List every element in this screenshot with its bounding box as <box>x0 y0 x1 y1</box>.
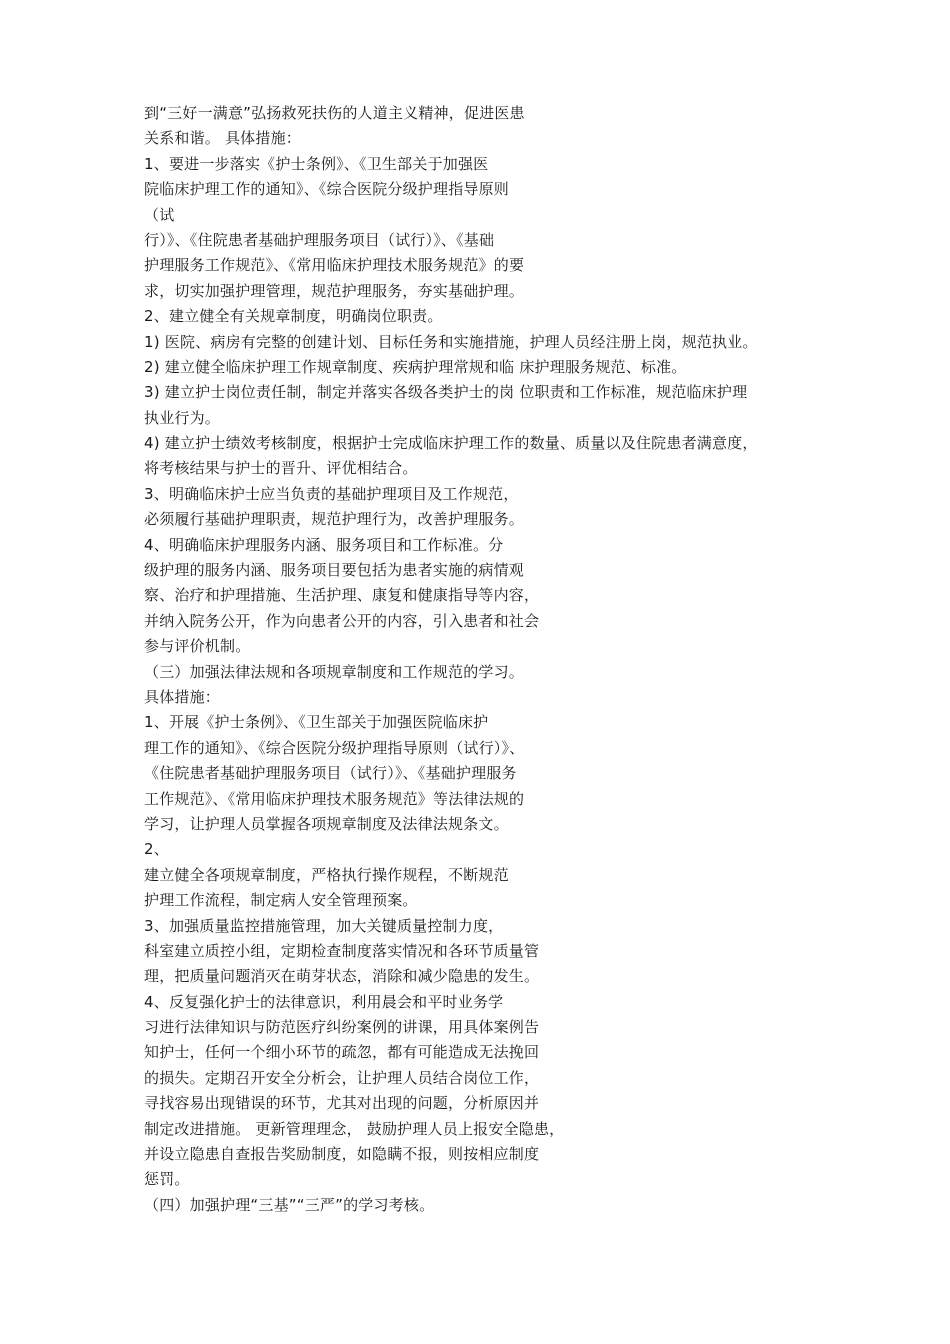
text-line: 具体措施： <box>144 687 221 706</box>
text-line: 学习，让护理人员掌握各项规章制度及法律法规条文。 <box>144 814 509 833</box>
text-line: 执业行为。 <box>144 408 221 427</box>
text-line: 2) 建立健全临床护理工作规章制度、疾病护理常规和临 床护理服务规范、标准。 <box>144 357 687 376</box>
text-line: 关系和谐。 具体措施： <box>144 129 301 148</box>
text-line: 并设立隐患自查报告奖励制度，如隐瞒不报，则按相应制度 <box>144 1145 540 1164</box>
text-line: 1、要进一步落实《护士条例》、《卫生部关于加强医 <box>144 154 489 173</box>
text-line: 惩罚。 <box>144 1170 190 1189</box>
text-line: 必须履行基础护理职责，规范护理行为，改善护理服务。 <box>144 510 525 529</box>
text-line: 理，把质量问题消灭在萌芽状态，消除和减少隐患的发生。 <box>144 967 540 986</box>
text-line: 3、明确临床护士应当负责的基础护理项目及工作规范， <box>144 484 519 503</box>
section-heading: （三）加强法律法规和各项规章制度和工作规范的学习。 <box>144 662 525 681</box>
text-line: 察、治疗和护理措施、生活护理、康复和健康指导等内容， <box>144 586 540 605</box>
text-line: 2、 <box>144 840 169 859</box>
text-line: 习进行法律知识与防范医疗纠纷案例的讲课，用具体案例告 <box>144 1018 540 1037</box>
text-line: 参与评价机制。 <box>144 637 251 656</box>
text-line: 4、明确临床护理服务内涵、服务项目和工作标准。分 <box>144 535 504 554</box>
text-line: 4) 建立护士绩效考核制度，根据护士完成临床护理工作的数量、质量以及住院患者满意度， <box>144 434 758 453</box>
text-line: 护理服务工作规范》、《常用临床护理技术服务规范》的要 <box>144 256 525 275</box>
text-line: 1、开展《护士条例》、《卫生部关于加强医院临床护 <box>144 713 489 732</box>
text-line: 3、加强质量监控措施管理，加大关键质量控制力度， <box>144 916 504 935</box>
text-line: 级护理的服务内涵、服务项目要包括为患者实施的病情观 <box>144 561 525 580</box>
text-line: 院临床护理工作的通知》、《综合医院分级护理指导原则 <box>144 180 510 199</box>
text-line: 行）》、《住院患者基础护理服务项目（试行）》、《基础 <box>144 230 495 249</box>
text-line: 建立健全各项规章制度，严格执行操作规程，不断规范 <box>144 865 509 884</box>
text-line: 将考核结果与护士的晋升、评优相结合。 <box>144 459 418 478</box>
text-line: 1) 医院、病房有完整的创建计划、目标任务和实施措施，护理人员经注册上岗，规范执业。 <box>144 332 758 351</box>
section-heading: （四）加强护理“三基”“三严”的学习考核。 <box>144 1195 435 1214</box>
text-line: 科室建立质控小组，定期检查制度落实情况和各环节质量管 <box>144 941 540 960</box>
text-line: 制定改进措施。 更新管理理念， 鼓励护理人员上报安全隐患， <box>144 1119 565 1138</box>
text-line: 3) 建立护士岗位责任制，制定并落实各级各类护士的岗 位职责和工作标准，规范临床护理 <box>144 383 748 402</box>
text-line: 2、建立健全有关规章制度，明确岗位职责。 <box>144 307 443 326</box>
text-line: 工作规范》、《常用临床护理技术服务规范》等法律法规的 <box>144 789 525 808</box>
text-line: 并纳入院务公开，作为向患者公开的内容，引入患者和社会 <box>144 611 540 630</box>
body-text <box>144 101 824 1218</box>
text-line: （试 <box>144 205 175 224</box>
text-line: 护理工作流程，制定病人安全管理预案。 <box>144 891 418 910</box>
text-line: 《住院患者基础护理服务项目（试行）》、《基础护理服务 <box>144 764 517 783</box>
text-line: 知护士，任何一个细小环节的疏忽，都有可能造成无法挽回 <box>144 1043 540 1062</box>
text-line: 的损失。定期召开安全分析会，让护理人员结合岗位工作， <box>144 1068 540 1087</box>
text-line: 求，切实加强护理管理，规范护理服务，夯实基础护理。 <box>144 281 525 300</box>
text-line: 4、反复强化护士的法律意识，利用晨会和平时业务学 <box>144 992 504 1011</box>
text-line: 到“三好一满意”弘扬救死扶伤的人道主义精神，促进医患 <box>144 104 525 122</box>
text-line: 理工作的通知》、《综合医院分级护理指导原则（试行）》、 <box>144 738 525 757</box>
text-line: 寻找容易出现错误的环节，尤其对出现的问题，分析原因并 <box>144 1094 540 1113</box>
